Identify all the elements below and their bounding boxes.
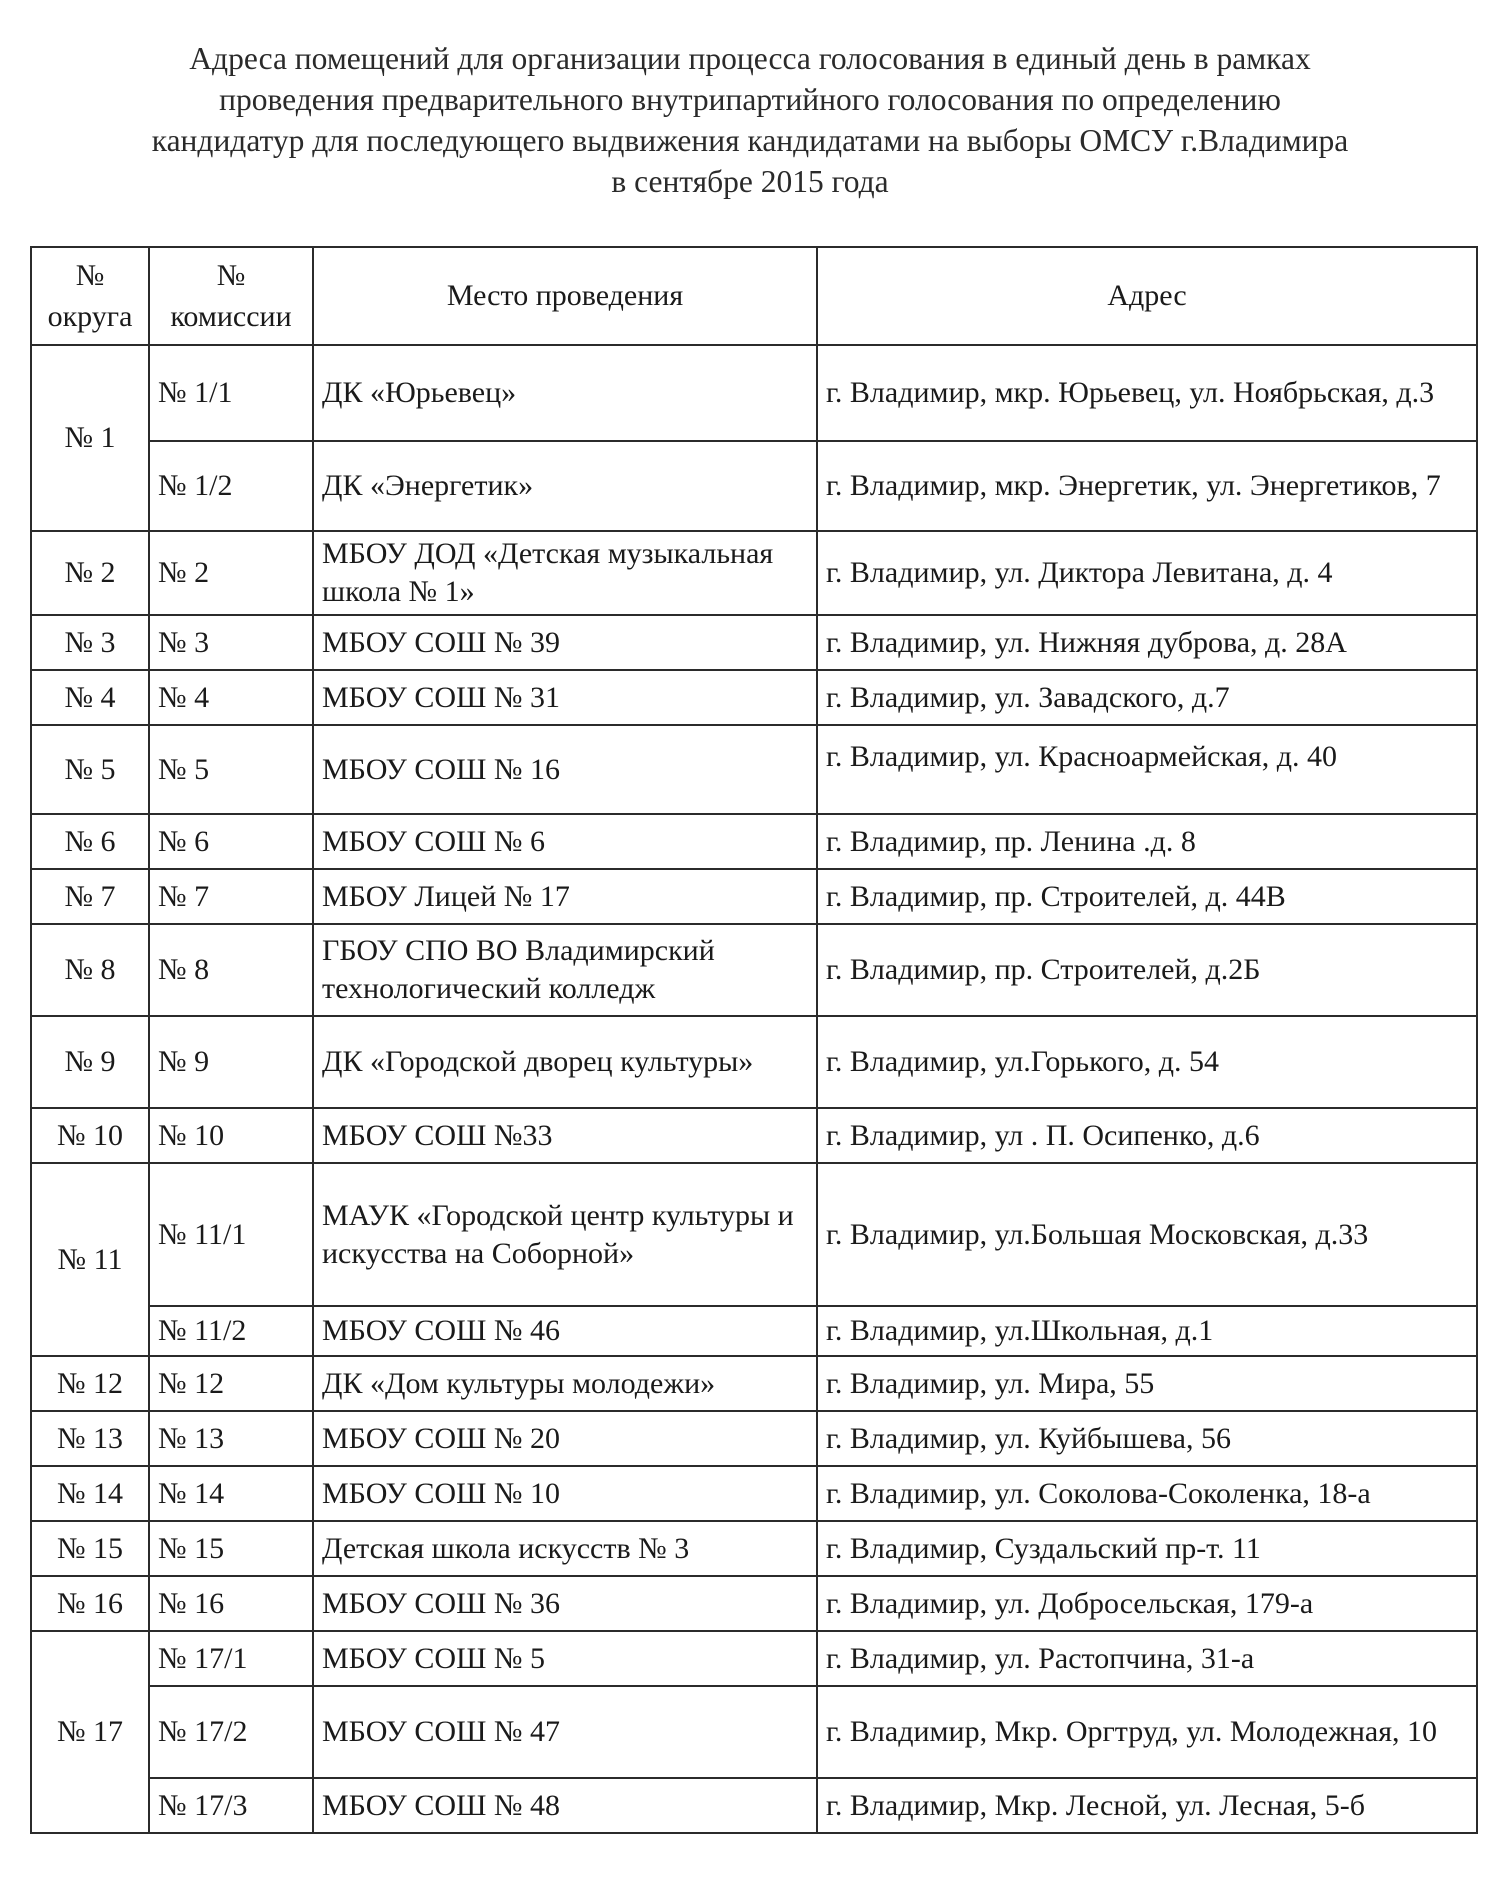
cell-komissiya: № 1/2 [149,441,313,531]
header-adres: Адрес [817,247,1477,345]
cell-komissiya: № 6 [149,814,313,869]
cell-komissiya: № 17/1 [149,1631,313,1686]
cell-okrug: № 11 [31,1163,149,1356]
title-line: кандидатур для последующего выдвижения кандидатами на выборы ОМСУ г.Владимира [151,123,1349,158]
table-row [31,1631,1477,1686]
cell-adres: г. Владимир, ул.Школьная, д.1 [817,1306,1477,1356]
cell-komissiya: № 3 [149,615,313,670]
table-row [31,615,1477,670]
cell-mesto: ДК «Городской дворец культуры» [313,1016,817,1108]
cell-adres: г. Владимир, ул. Нижняя дуброва, д. 28А [817,615,1477,670]
cell-okrug: № 14 [31,1466,149,1521]
cell-adres: г. Владимир, пр. Строителей, д. 44В [817,869,1477,924]
voting-venues-table [30,246,1478,1834]
title-line: Адреса помещений для организации процесса голосования в единый день в рамках [189,41,1311,76]
title-line: в сентябре 2015 года [611,164,889,199]
cell-okrug: № 4 [31,670,149,725]
table-row [31,1306,1477,1356]
table-row [31,1108,1477,1163]
cell-adres: г. Владимир, мкр. Юрьевец, ул. Ноябрьская, д.3 [817,345,1477,441]
cell-adres: г. Владимир, ул. Диктора Левитана, д. 4 [817,531,1477,615]
header-okrug: № округа [31,247,149,345]
cell-komissiya: № 15 [149,1521,313,1576]
cell-komissiya: № 9 [149,1016,313,1108]
cell-komissiya: № 17/2 [149,1686,313,1778]
cell-adres: г. Владимир, ул. Куйбышева, 56 [817,1411,1477,1466]
cell-okrug: № 7 [31,869,149,924]
cell-komissiya: № 17/3 [149,1778,313,1833]
table-row [31,1411,1477,1466]
cell-komissiya: № 5 [149,725,313,814]
cell-okrug: № 1 [31,345,149,531]
cell-adres: г. Владимир, Мкр. Оргтруд, ул. Молодежная, 10 [817,1686,1477,1778]
cell-komissiya: № 13 [149,1411,313,1466]
table-row [31,1466,1477,1521]
cell-mesto: МБОУ СОШ № 36 [313,1576,817,1631]
table-row [31,1686,1477,1778]
title-line: проведения предварительного внутрипартийного голосования по определению [219,82,1281,117]
table-row [31,1778,1477,1833]
cell-adres: г. Владимир, пр. Строителей, д.2Б [817,924,1477,1016]
cell-mesto: МБОУ СОШ №33 [313,1108,817,1163]
cell-mesto: ДК «Юрьевец» [313,345,817,441]
cell-komissiya: № 2 [149,531,313,615]
table-row [31,924,1477,1016]
cell-mesto: МБОУ СОШ № 16 [313,725,817,814]
cell-mesto: МБОУ СОШ № 10 [313,1466,817,1521]
cell-adres: г. Владимир, мкр. Энергетик, ул. Энергетиков, 7 [817,441,1477,531]
cell-komissiya: № 7 [149,869,313,924]
table-row [31,725,1477,814]
cell-okrug: № 3 [31,615,149,670]
table-row [31,1163,1477,1306]
cell-mesto: МБОУ СОШ № 48 [313,1778,817,1833]
table-row [31,1356,1477,1411]
header-mesto: Место проведения [313,247,817,345]
cell-adres: г. Владимир, ул. Мира, 55 [817,1356,1477,1411]
table-row [31,869,1477,924]
cell-okrug: № 6 [31,814,149,869]
cell-mesto: МБОУ СОШ № 47 [313,1686,817,1778]
cell-adres: г. Владимир, ул.Большая Московская, д.33 [817,1163,1477,1306]
cell-okrug: № 16 [31,1576,149,1631]
cell-mesto: ДК «Дом культуры молодежи» [313,1356,817,1411]
cell-komissiya: № 8 [149,924,313,1016]
cell-komissiya: № 4 [149,670,313,725]
cell-mesto: МБОУ СОШ № 5 [313,1631,817,1686]
cell-mesto: МБОУ СОШ № 31 [313,670,817,725]
cell-okrug: № 12 [31,1356,149,1411]
table-row [31,345,1477,441]
cell-adres: г. Владимир, ул. Красноармейская, д. 40 [817,725,1477,814]
document-title [40,38,1460,202]
cell-komissiya: № 16 [149,1576,313,1631]
cell-adres: г. Владимир, ул. Завадского, д.7 [817,670,1477,725]
table-row [31,1016,1477,1108]
cell-okrug: № 8 [31,924,149,1016]
cell-adres: г. Владимир, ул.Горького, д. 54 [817,1016,1477,1108]
table-row [31,531,1477,615]
table-row [31,670,1477,725]
cell-mesto: МБОУ СОШ № 46 [313,1306,817,1356]
cell-komissiya: № 11/1 [149,1163,313,1306]
table-row [31,1576,1477,1631]
cell-mesto: МАУК «Городской центр культуры и искусства на Соборной» [313,1163,817,1306]
cell-mesto: МБОУ СОШ № 6 [313,814,817,869]
cell-okrug: № 2 [31,531,149,615]
cell-adres: г. Владимир, Мкр. Лесной, ул. Лесная, 5-б [817,1778,1477,1833]
cell-komissiya: № 10 [149,1108,313,1163]
cell-mesto: МБОУ ДОД «Детская музыкальная школа № 1» [313,531,817,615]
cell-mesto: Детская школа искусств № 3 [313,1521,817,1576]
cell-komissiya: № 12 [149,1356,313,1411]
cell-komissiya: № 11/2 [149,1306,313,1356]
cell-adres: г. Владимир, Суздальский пр-т. 11 [817,1521,1477,1576]
cell-okrug: № 15 [31,1521,149,1576]
cell-komissiya: № 14 [149,1466,313,1521]
cell-adres: г. Владимир, пр. Ленина .д. 8 [817,814,1477,869]
cell-okrug: № 10 [31,1108,149,1163]
cell-okrug: № 9 [31,1016,149,1108]
cell-adres: г. Владимир, ул . П. Осипенко, д.6 [817,1108,1477,1163]
cell-mesto: ДК «Энергетик» [313,441,817,531]
cell-komissiya: № 1/1 [149,345,313,441]
cell-adres: г. Владимир, ул. Добросельская, 179-а [817,1576,1477,1631]
table-row [31,1521,1477,1576]
cell-okrug: № 5 [31,725,149,814]
cell-okrug: № 13 [31,1411,149,1466]
cell-mesto: МБОУ СОШ № 20 [313,1411,817,1466]
header-komissiya: № комиссии [149,247,313,345]
cell-okrug: № 17 [31,1631,149,1833]
cell-mesto: ГБОУ СПО ВО Владимирский технологический колледж [313,924,817,1016]
table-row [31,814,1477,869]
cell-mesto: МБОУ Лицей № 17 [313,869,817,924]
table-header-row [31,247,1477,345]
cell-adres: г. Владимир, ул. Соколова-Соколенка, 18-а [817,1466,1477,1521]
cell-mesto: МБОУ СОШ № 39 [313,615,817,670]
cell-adres: г. Владимир, ул. Растопчина, 31-а [817,1631,1477,1686]
table-row [31,441,1477,531]
